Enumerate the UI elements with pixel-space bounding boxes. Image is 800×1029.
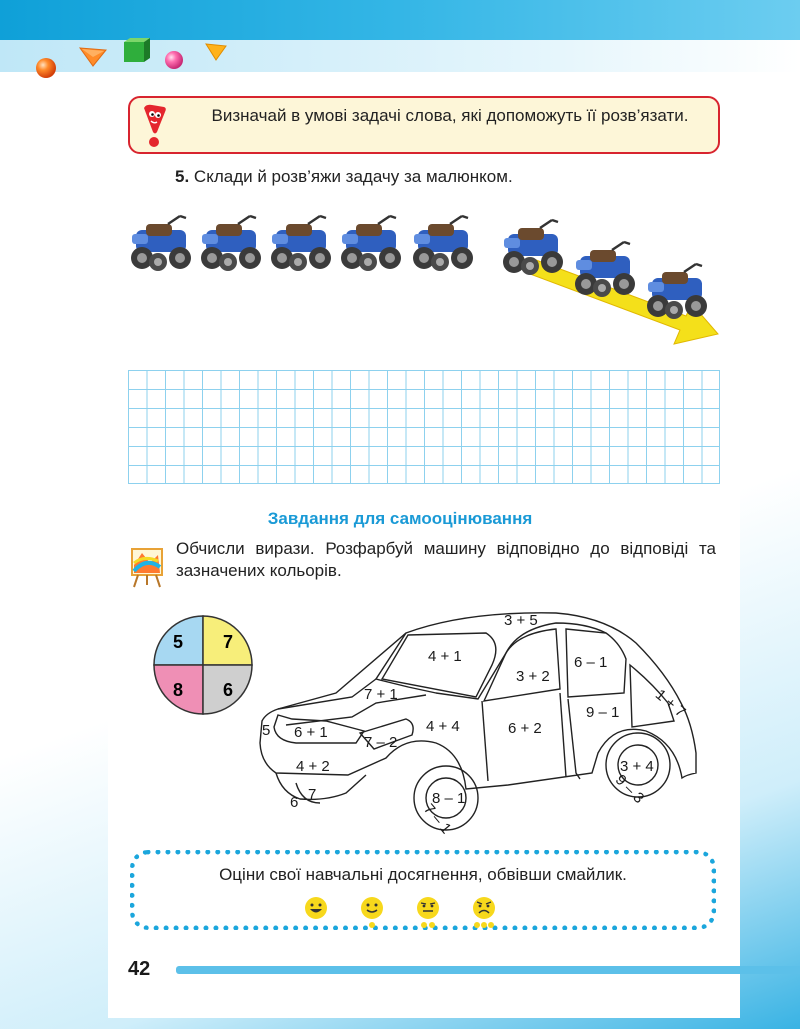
car-coloring-picture[interactable] xyxy=(256,603,706,843)
expr-fender-light: 7 – 2 xyxy=(364,734,398,751)
quad-bikes-illustration xyxy=(126,200,726,350)
expr-rear-side-window: 9 – 1 xyxy=(586,704,620,721)
atv-icon xyxy=(201,216,261,271)
expr-headlight: 6 + 1 xyxy=(294,724,328,741)
happy-smiley-icon[interactable] xyxy=(303,895,329,931)
answer-grid[interactable] xyxy=(128,370,720,484)
atv-icon xyxy=(503,220,563,275)
atv-icon xyxy=(271,216,331,271)
expr-front-wheel: 8 – 1 xyxy=(432,790,466,807)
expr-hood: 7 + 1 xyxy=(364,686,398,703)
atv-icon xyxy=(131,216,191,271)
atv-icon xyxy=(413,216,473,271)
expr-bumper: 4 + 2 xyxy=(296,758,330,775)
expr-rear-window: 6 – 1 xyxy=(574,654,608,671)
neutral-smiley-icon[interactable] xyxy=(415,895,441,931)
top-band xyxy=(0,0,800,40)
key-label-8: 8 xyxy=(172,680,184,700)
sad-smiley-icon[interactable] xyxy=(471,895,497,931)
self-assessment-title: Завдання для самооцінювання xyxy=(267,509,533,528)
tip-box xyxy=(128,96,720,154)
self-assessment-instruction: Обчисли вирази. Розфарбуй машину відповідно до відповіді та зазначених кольорів. xyxy=(176,539,716,580)
self-rating-box xyxy=(130,850,716,930)
rating-instruction: Оціни свої навчальні досягнення, обвівши смайлик. xyxy=(219,865,627,884)
expr-grille-edge: 5 xyxy=(262,722,271,739)
key-label-6: 6 xyxy=(222,680,234,700)
expr-rear-door: 6 + 2 xyxy=(508,720,542,737)
smiling-smiley-icon[interactable] xyxy=(359,895,385,931)
key-label-7: 7 xyxy=(222,632,234,652)
green-cube-icon xyxy=(124,42,144,62)
expr-windshield: 4 + 1 xyxy=(428,648,462,665)
atv-icon xyxy=(647,264,707,319)
orange-ball-icon xyxy=(36,58,56,78)
task-title xyxy=(175,167,513,187)
expr-roof: 3 + 5 xyxy=(504,612,538,629)
decorative-shapes xyxy=(30,38,240,84)
expr-front-door-lower: 4 + 4 xyxy=(426,718,460,735)
expr-bumper-right: 7 xyxy=(308,786,317,803)
expr-front-window: 3 + 2 xyxy=(516,668,550,685)
expr-bumper-left: 6 xyxy=(290,794,299,811)
atv-icon xyxy=(575,242,635,297)
expr-rear-wheel: 3 + 4 xyxy=(620,758,654,775)
task-number: 5. xyxy=(175,167,190,186)
expr-rear-tire: 9 – 3 xyxy=(611,771,648,808)
pink-ball-icon xyxy=(165,51,183,69)
task-text: Склади й розв’яжи задачу за малюнком. xyxy=(193,167,513,186)
tip-text: Визначай в умові задачі слова, які допоможуть її розв’язати. xyxy=(211,106,689,125)
smiley-row xyxy=(303,895,543,931)
color-key xyxy=(152,614,254,716)
expr-rear-pillar: 1 + 7 xyxy=(651,686,689,721)
yellow-cone-icon xyxy=(206,44,226,60)
exclamation-mark-icon xyxy=(142,102,168,150)
atv-icon xyxy=(341,216,401,271)
expr-front-tire: 7 – 1 xyxy=(420,800,455,838)
page-number: 42 xyxy=(128,958,151,980)
key-label-5: 5 xyxy=(172,632,184,652)
footer-line xyxy=(176,966,800,974)
easel-palette-icon xyxy=(128,545,168,589)
